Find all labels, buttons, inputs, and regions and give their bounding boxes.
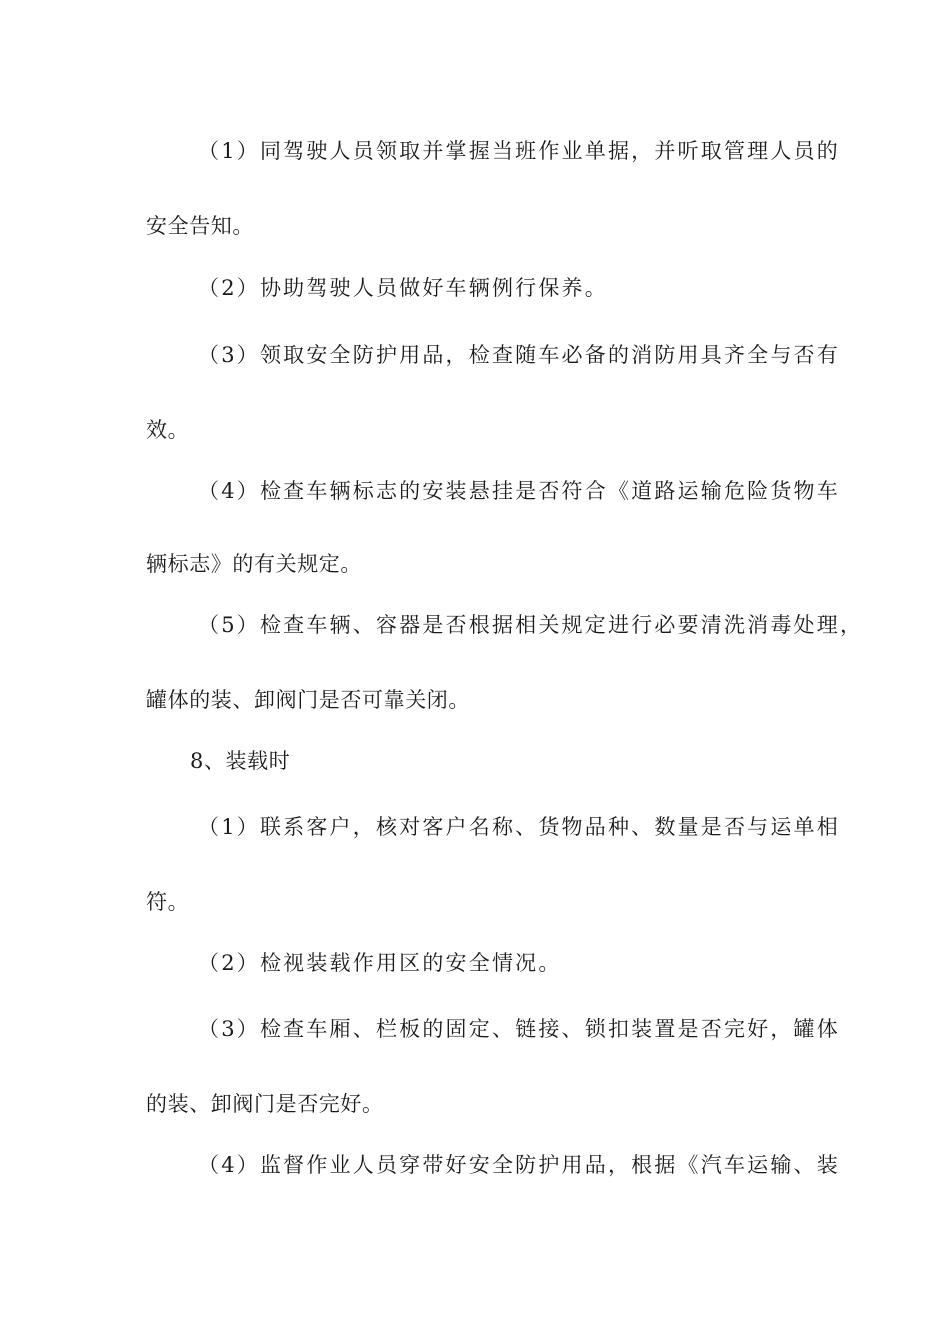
paragraph-line: （4）监督作业人员穿带好安全防护用品，根据《汽车运输、装 [198, 1153, 840, 1177]
paragraph-line: 安全告知。 [146, 214, 254, 238]
paragraph-line: 符。 [146, 890, 190, 914]
paragraph-line: （1）联系客户，核对客户名称、货物品种、数量是否与运单相 [198, 815, 840, 839]
paragraph-line: 效。 [146, 418, 190, 442]
paragraph-line: 罐体的装、卸阀门是否可靠关闭。 [146, 688, 470, 712]
paragraph-line: 的装、卸阀门是否完好。 [146, 1092, 384, 1116]
section-heading: 8、装载时 [190, 749, 291, 773]
paragraph-line: （1）同驾驶人员领取并掌握当班作业单据，并听取管理人员的 [198, 139, 840, 163]
paragraph-line: （4）检查车辆标志的安装悬挂是否符合《道路运输危险货物车 [198, 479, 840, 503]
paragraph-line: （2）检视装载作用区的安全情况。 [198, 951, 562, 975]
paragraph-line: （5）检查车辆、容器是否根据相关规定进行必要清洗消毒处理， [198, 613, 864, 637]
paragraph-line: （2）协助驾驶人员做好车辆例行保养。 [198, 276, 608, 300]
paragraph-line: （3）领取安全防护用品，检查随车必备的消防用具齐全与否有 [198, 343, 840, 367]
paragraph-line: 辆标志》的有关规定。 [146, 552, 362, 576]
paragraph-line: （3）检查车厢、栏板的固定、链接、锁扣装置是否完好，罐体 [198, 1017, 840, 1041]
